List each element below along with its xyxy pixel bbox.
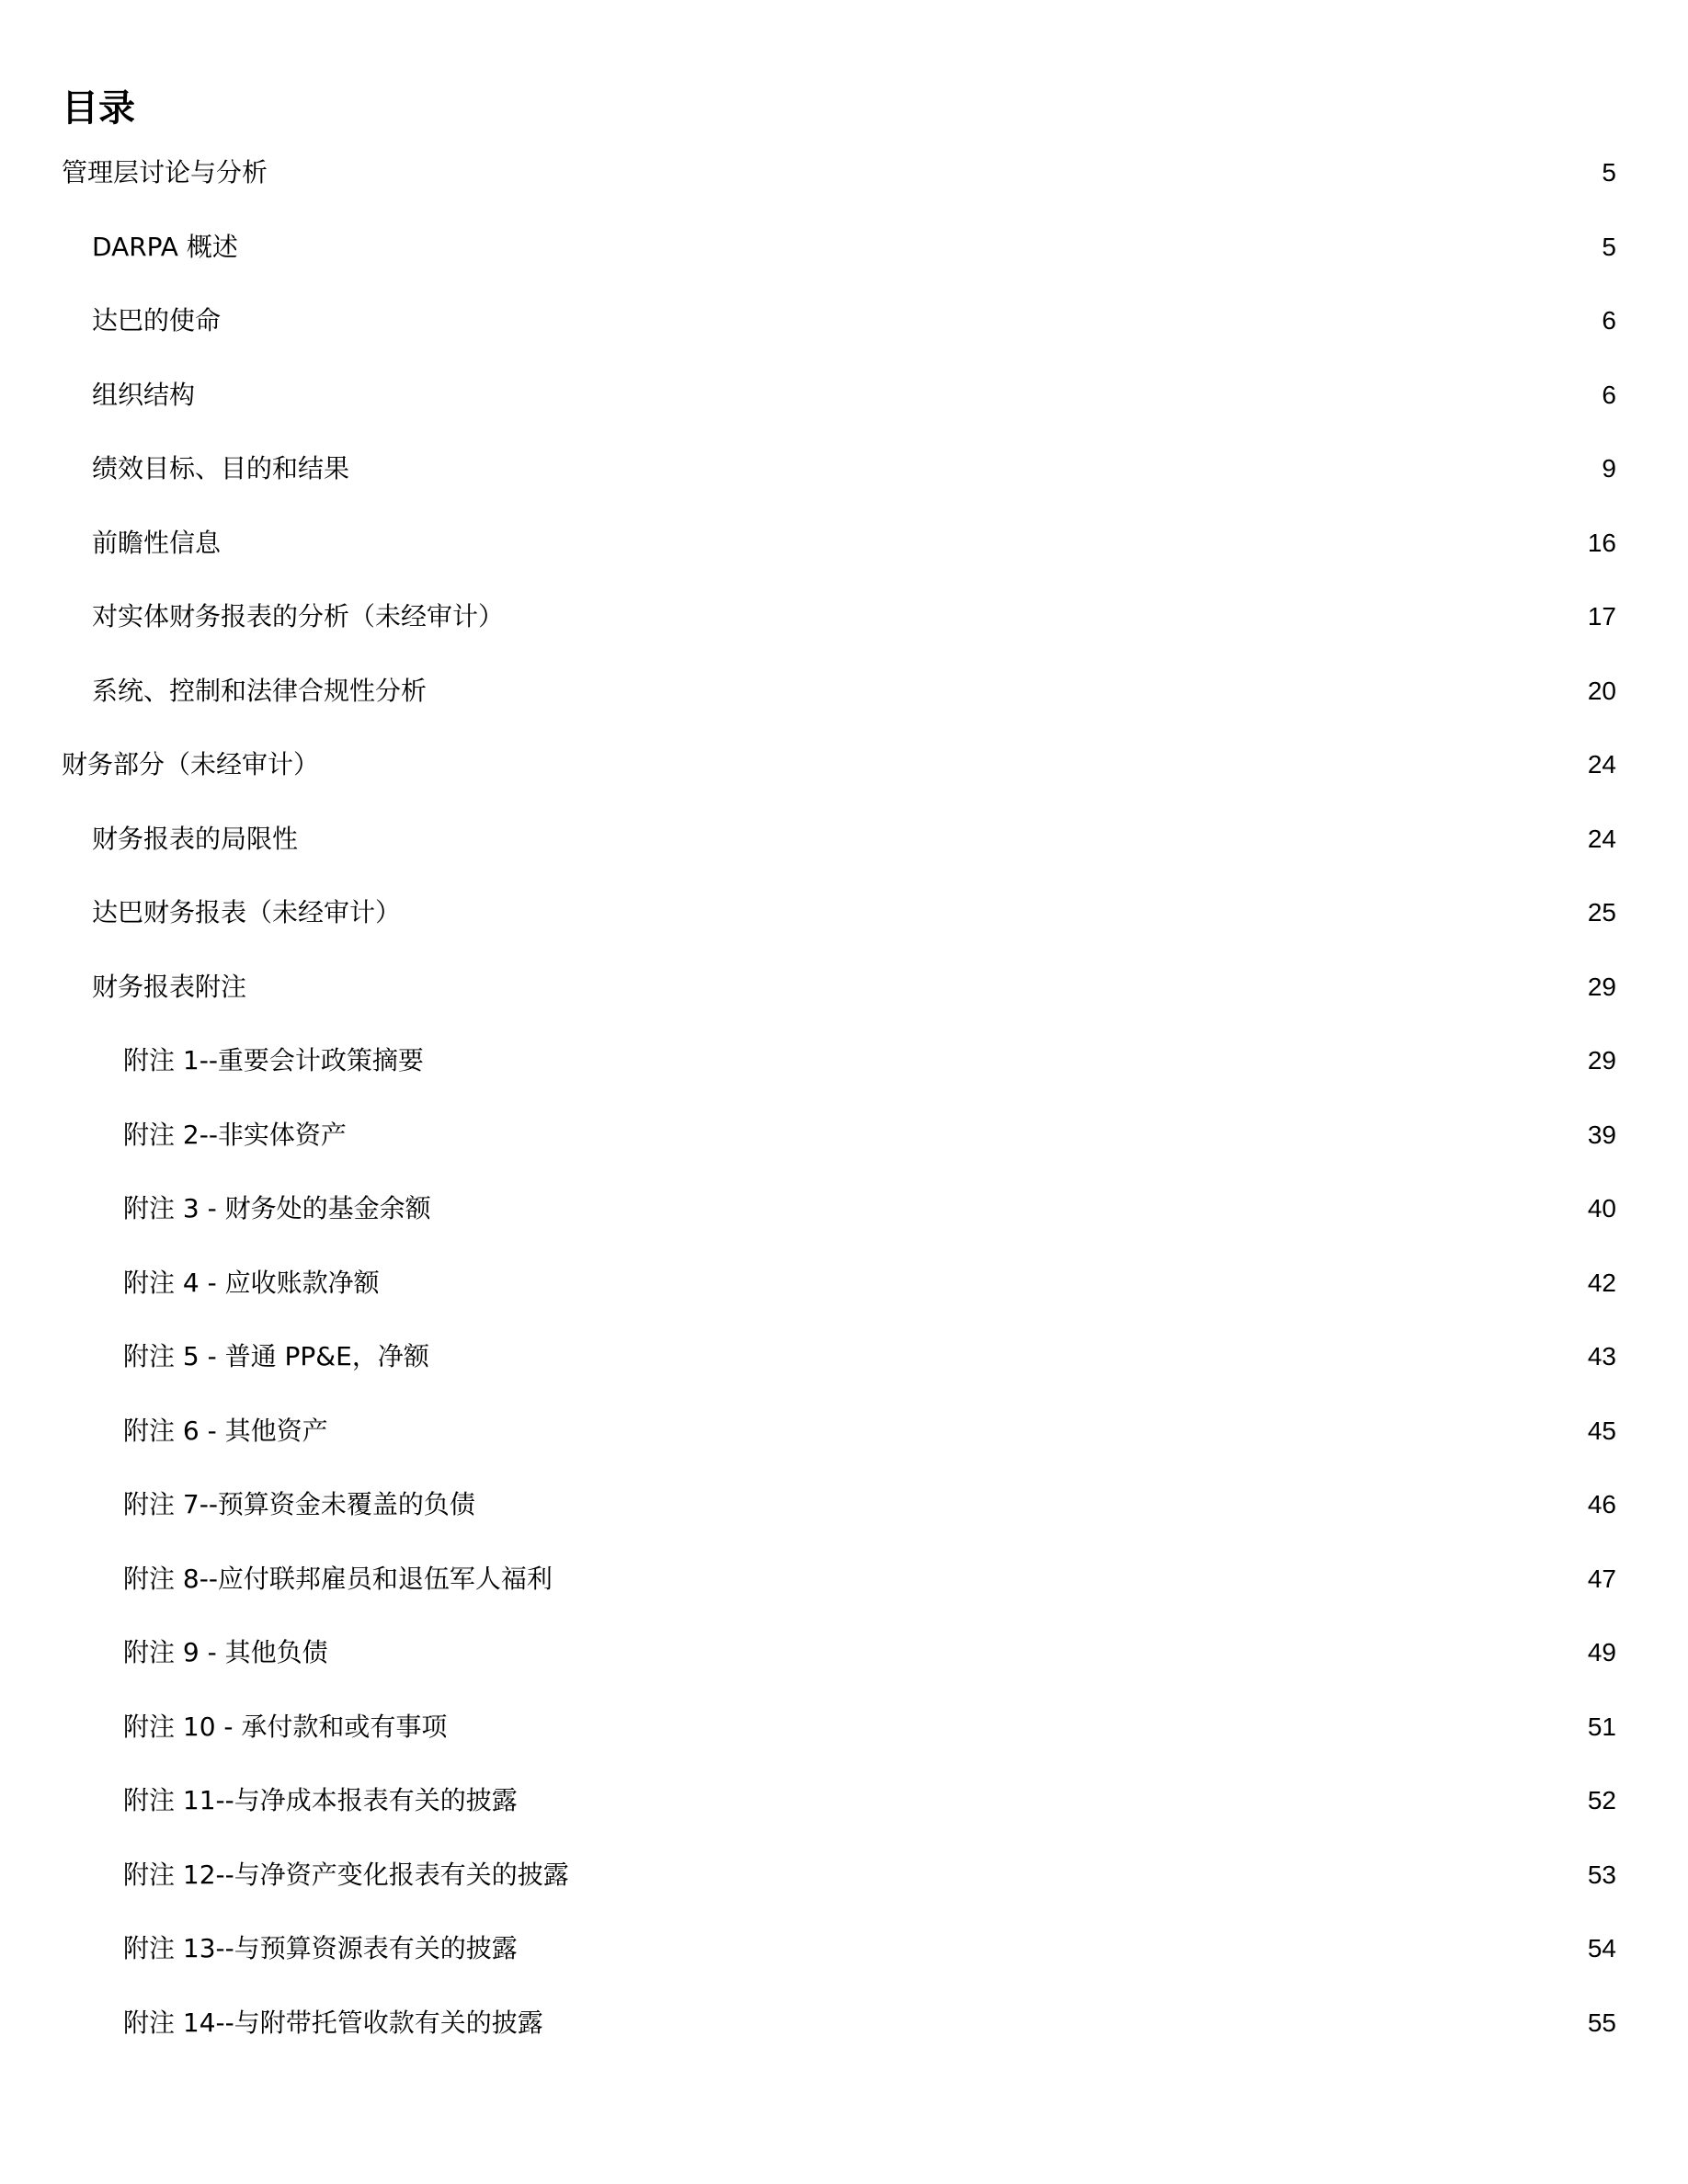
toc-entry-note-14[interactable] xyxy=(0,2003,1688,2043)
toc-entry-label: 财务部分（未经审计） xyxy=(62,749,320,779)
toc-page-number: 29 xyxy=(1587,973,1616,1001)
toc-entry-mission[interactable] xyxy=(0,301,1688,341)
dot-leader xyxy=(508,609,1582,637)
toc-entry-performance[interactable] xyxy=(0,449,1688,489)
dot-leader xyxy=(224,313,1596,341)
toc-entry-note-3[interactable] xyxy=(0,1189,1688,1229)
toc-entry-statement-analysis[interactable] xyxy=(0,597,1688,637)
toc-entry-note-5[interactable] xyxy=(0,1337,1688,1377)
toc-entry-note-1[interactable] xyxy=(0,1041,1688,1081)
toc-entry-note-13[interactable] xyxy=(0,1928,1688,1969)
toc-page-number: 42 xyxy=(1587,1268,1616,1297)
dot-leader xyxy=(573,1868,1582,1895)
toc-entry-organization[interactable] xyxy=(0,375,1688,415)
toc-page-number: 24 xyxy=(1587,825,1616,853)
toc-entry-label: 附注 2--非实体资产 xyxy=(123,1120,347,1150)
toc-page-number: 17 xyxy=(1587,602,1616,631)
toc-page-number: 47 xyxy=(1587,1564,1616,1593)
dot-leader xyxy=(521,1941,1582,1969)
dot-leader xyxy=(433,1349,1582,1377)
dot-leader xyxy=(451,1720,1581,1747)
toc-entry-label: 附注 3 - 财务处的基金余额 xyxy=(123,1193,431,1223)
toc-entry-label: 达巴的使命 xyxy=(92,305,222,336)
toc-entry-label: 对实体财务报表的分析（未经审计） xyxy=(92,601,505,631)
toc-entry-forward-looking[interactable] xyxy=(0,523,1688,563)
dot-leader xyxy=(242,240,1597,267)
toc-entry-label: 附注 11--与净成本报表有关的披露 xyxy=(123,1785,518,1815)
dot-leader xyxy=(353,461,1596,489)
toc-page-number: 6 xyxy=(1602,381,1616,409)
toc-page-number: 5 xyxy=(1602,233,1616,261)
toc-entry-label: 达巴财务报表（未经审计） xyxy=(92,897,402,927)
toc-entry-label: 附注 6 - 其他资产 xyxy=(123,1416,328,1446)
toc-entry-label: 附注 13--与预算资源表有关的披露 xyxy=(123,1933,518,1963)
toc-entry-label: 附注 9 - 其他负债 xyxy=(123,1637,328,1667)
toc-entry-label: 附注 14--与附带托管收款有关的披露 xyxy=(123,2008,543,2038)
toc-entry-label: 前瞻性信息 xyxy=(92,528,222,558)
toc-entry-label: 附注 1--重要会计政策摘要 xyxy=(123,1045,424,1075)
toc-page-number: 46 xyxy=(1587,1490,1616,1519)
toc-entry-note-6[interactable] xyxy=(0,1411,1688,1451)
dot-leader xyxy=(332,1424,1582,1451)
toc-entry-mdna[interactable] xyxy=(0,153,1688,193)
dot-leader xyxy=(547,2016,1582,2043)
dot-leader xyxy=(250,980,1582,1007)
toc-page-number: 49 xyxy=(1587,1638,1616,1666)
toc-entry-note-4[interactable] xyxy=(0,1263,1688,1303)
toc-entry-financial-statements[interactable] xyxy=(0,893,1688,933)
dot-leader xyxy=(405,905,1582,933)
toc-page-number: 43 xyxy=(1587,1342,1616,1371)
toc-page-number: 24 xyxy=(1587,750,1616,779)
page-title: 目录 xyxy=(62,87,135,130)
toc-entry-financial-section[interactable] xyxy=(0,745,1688,785)
toc-entry-note-9[interactable] xyxy=(0,1632,1688,1673)
toc-entry-label: 附注 12--与净资产变化报表有关的披露 xyxy=(123,1860,569,1890)
toc-page-number: 16 xyxy=(1587,529,1616,557)
toc-page-number: 53 xyxy=(1587,1860,1616,1889)
dot-leader xyxy=(323,757,1582,785)
toc-page-number: 6 xyxy=(1602,306,1616,335)
toc-page-number: 9 xyxy=(1602,454,1616,483)
toc-page-number: 40 xyxy=(1587,1194,1616,1223)
toc-entry-label: 附注 5 - 普通 PP&E，净额 xyxy=(123,1341,429,1371)
toc-page-number: 25 xyxy=(1587,898,1616,927)
toc-entry-label: 绩效目标、目的和结果 xyxy=(92,453,350,483)
dot-leader xyxy=(199,388,1596,415)
dot-leader xyxy=(428,1053,1582,1081)
dot-leader xyxy=(521,1793,1582,1821)
toc-entry-note-12[interactable] xyxy=(0,1855,1688,1895)
dot-leader xyxy=(302,832,1582,859)
dot-leader xyxy=(383,1276,1582,1303)
toc-entry-notes[interactable] xyxy=(0,967,1688,1007)
toc-entry-label: 附注 4 - 应收账款净额 xyxy=(123,1268,380,1298)
toc-page-number: 39 xyxy=(1587,1120,1616,1149)
toc-entry-note-2[interactable] xyxy=(0,1115,1688,1155)
toc-entry-limitations[interactable] xyxy=(0,819,1688,859)
dot-leader xyxy=(479,1497,1582,1525)
dot-leader xyxy=(435,1201,1582,1229)
toc-page-number: 52 xyxy=(1587,1786,1616,1814)
toc-page-number: 29 xyxy=(1587,1046,1616,1075)
toc-entry-label: 附注 10 - 承付款和或有事项 xyxy=(123,1712,448,1742)
toc-entry-label: 系统、控制和法律合规性分析 xyxy=(92,676,428,706)
toc-entry-compliance[interactable] xyxy=(0,671,1688,711)
toc-entry-label: 财务报表的局限性 xyxy=(92,824,299,854)
dot-leader xyxy=(271,165,1596,193)
toc-entry-note-10[interactable] xyxy=(0,1707,1688,1747)
toc-entry-label: 财务报表附注 xyxy=(92,972,247,1002)
toc-page-number: 51 xyxy=(1587,1712,1616,1741)
toc-entry-label: DARPA 概述 xyxy=(92,232,238,262)
toc-page-number: 20 xyxy=(1587,677,1616,705)
dot-leader xyxy=(350,1128,1582,1155)
toc-entry-darpa-overview[interactable] xyxy=(0,227,1688,267)
toc-entry-label: 管理层讨论与分析 xyxy=(62,157,268,188)
toc-page-number: 5 xyxy=(1602,158,1616,187)
toc-page-number: 45 xyxy=(1587,1416,1616,1445)
dot-leader xyxy=(430,684,1582,711)
toc-entry-label: 附注 7--预算资金未覆盖的负债 xyxy=(123,1489,475,1519)
toc-entry-note-11[interactable] xyxy=(0,1780,1688,1821)
dot-leader xyxy=(224,536,1582,563)
toc-page-number: 55 xyxy=(1587,2008,1616,2037)
dot-leader xyxy=(556,1572,1582,1599)
toc-entry-note-8[interactable] xyxy=(0,1559,1688,1599)
toc-page-number: 54 xyxy=(1587,1934,1616,1962)
toc-entry-note-7[interactable] xyxy=(0,1484,1688,1525)
toc-entry-label: 附注 8--应付联邦雇员和退伍军人福利 xyxy=(123,1564,553,1594)
dot-leader xyxy=(332,1645,1582,1673)
toc-entry-label: 组织结构 xyxy=(92,380,196,410)
